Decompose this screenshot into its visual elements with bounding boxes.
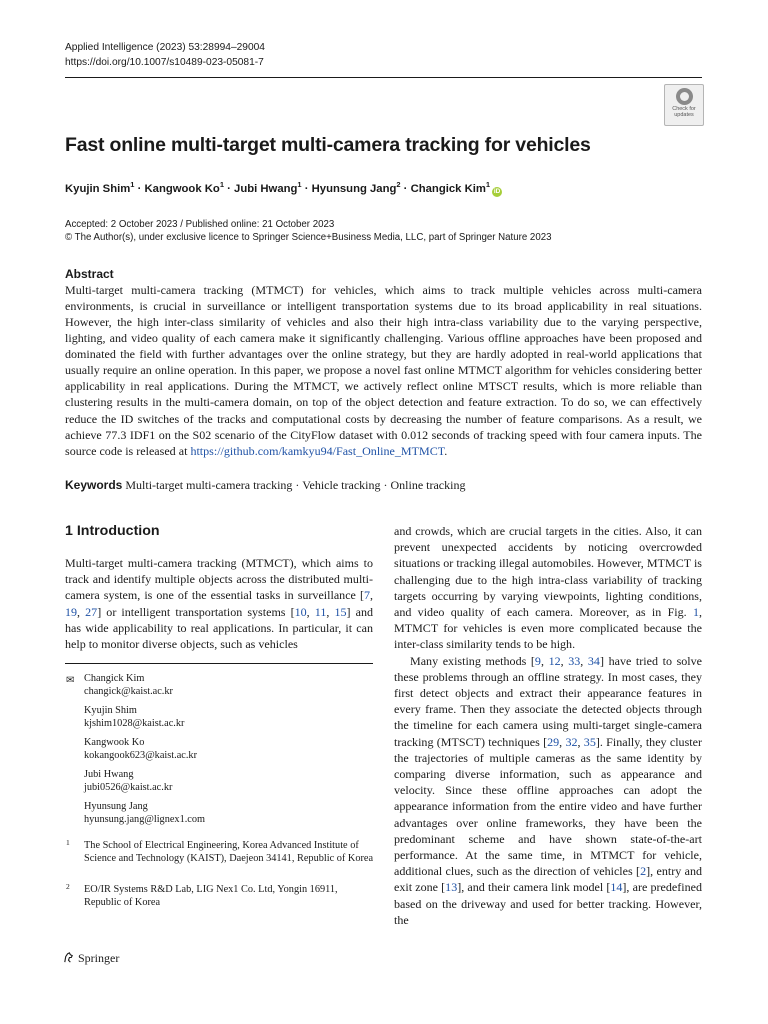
citation-link[interactable]: 34	[587, 653, 600, 668]
text-run: , MTMCT for vehicles is even more complicated because the inter-class similarity tends to be high.	[394, 605, 702, 652]
keywords-label: Keywords	[65, 478, 123, 492]
citation-link[interactable]: 9	[534, 653, 541, 668]
dates-line: Accepted: 2 October 2023 / Published online: 21 October 2023	[65, 219, 335, 230]
header-rule	[65, 77, 702, 78]
contact-entry	[84, 769, 172, 794]
contact-name: Jubi Hwang	[84, 769, 134, 780]
citation-link[interactable]: 15	[334, 604, 347, 619]
citation-link[interactable]: 7	[363, 588, 370, 603]
journal-header	[65, 40, 265, 70]
abstract-body	[65, 282, 702, 459]
author-list	[65, 180, 502, 197]
contact-entry	[84, 737, 197, 762]
citation-link[interactable]: 32	[565, 734, 578, 749]
contact-email[interactable]: kokangook623@kaist.ac.kr	[84, 749, 197, 761]
copyright-line: © The Author(s), under exclusive licence to Springer Science+Business Media, LLC, part of Springer Nature 2023	[65, 232, 552, 243]
publisher-name: Springer	[78, 951, 120, 965]
author-separator: ·	[223, 182, 235, 195]
abstract-end: .	[444, 443, 448, 458]
citation-link[interactable]: 35	[583, 734, 596, 749]
author-affiliation-mark: 1	[130, 180, 135, 189]
author-name: Kangwook Ko	[144, 182, 220, 195]
author-separator: ·	[301, 182, 312, 195]
author-name: Jubi Hwang	[234, 182, 298, 195]
citation-link[interactable]: 33	[568, 653, 581, 668]
intro-paragraph: Many existing methods [9, 12, 33, 34] have tried to solve these problems through an offline strategy. In most cases, they first detect objects and extract their appearance features in every frame. Then they associate the detected objects through the timeline for each camera using multi-target single-camera tracking (MTSCT) techniques [29, 32, 35]. Finally, they cluster the trajectories of multiple cameras as the same identity by comparing diverse information, such as appearance and velocity. Since these offline approaches can adopt the appearance information from the entire video and have further advantages over online frameworks, they have been the predominant scheme and have shown state-of-the-art performance. At the same time, in MTMCT for vehicle, additional clues, such as the direction of vehicles [2], entry and exit zone [13], and their camera link model [14], are predefined based on the driveway and used for better tracking. However, the	[394, 653, 702, 927]
citation-link[interactable]: 13	[445, 880, 458, 895]
citation-link[interactable]: 29	[547, 734, 560, 749]
doi-link[interactable]: https://doi.org/10.1007/s10489-023-05081-7	[65, 57, 264, 68]
badge-label-2: updates	[674, 112, 694, 118]
source-code-link[interactable]: https://github.com/kamkyu94/Fast_Online_MTMCT	[190, 443, 445, 458]
badge-label-1: Check for	[672, 106, 696, 112]
affiliation-number: 2	[66, 882, 70, 891]
contact-email[interactable]: hyunsung.jang@lignex1.com	[84, 813, 206, 825]
contact-entry	[84, 705, 184, 730]
text-run: and crowds, which are crucial targets in the cities. Also, it can prevent unexpected accidents by noticing overcrowded situations or tracking illegal automobiles. However, MTMCT is challenging due to the high intra-class variability of tracking targets occurring by varying viewpoints, lighting conditions, and video quality of each camera. Moreover, as in Fig.	[394, 524, 702, 620]
author-affiliation-mark: 1	[485, 180, 491, 189]
footnote-rule	[65, 663, 373, 664]
citation-link[interactable]: 10	[294, 604, 307, 619]
journal-citation: Applied Intelligence (2023) 53:28994–29004	[65, 42, 265, 53]
envelope-icon: ✉	[66, 675, 75, 686]
section-heading: 1 Introduction	[65, 523, 160, 539]
intro-right-column	[394, 523, 702, 928]
author-name: Hyunsung Jang	[311, 182, 397, 195]
author-separator: ·	[134, 182, 145, 195]
citation-link[interactable]: 27	[85, 604, 98, 619]
check-updates-icon	[676, 88, 693, 105]
keywords-text: Multi-target multi-camera tracking · Vehicle tracking · Online tracking	[125, 478, 466, 492]
contact-name: Kyujin Shim	[84, 705, 137, 716]
text-run: ], entry and exit zone [	[394, 864, 702, 895]
author-affiliation-mark: 2	[396, 180, 401, 189]
orcid-icon[interactable]: iD	[493, 187, 501, 195]
text-run: Many existing methods [	[410, 653, 535, 668]
affiliation-number: 1	[66, 838, 70, 847]
text-run: ] have tried to solve these problems through an offline strategy. In most cases, they first detect objects and extract their appearance features in every frame. Then they associate the detected objects through the timeline for each camera using multi-target single-camera tracking (MTSCT) techniques [	[394, 653, 702, 749]
page-footer	[62, 951, 119, 966]
abstract-text: Multi-target multi-camera tracking (MTMCT) for vehicles, which aims to track multiple vehicles across multi-camera environments, is crucial in surveillance or intelligent transportation systems due to its broad applicability in real situations. However, the high inter-class similarity of vehicles and also their high intra-class variability due to the varying perspective, lighting, and video quality of each camera make it significantly challenging. Various offline approaches have been proposed and dominated the field with further advantages over the online strategy, but they are hardly adopted in real-world applications that usually require an online operation. In this paper, we propose a novel fast online MTMCT algorithm for vehicles considering better applicability in real applications. During the MTMCT, we actively reflect online MTSCT results, which is more reliable than clustering results in the multi-camera domain, on top of the object detection and feature extraction. To do so, we can effectively reduce the ID switches of the tracks and computational costs by decreasing the number of feature comparisons. As a result, we achieve 77.3 IDF1 on the S02 scenario of the CityFlow dataset with 0.012 seconds of tracking speed with four camera inputs. The source code is released at	[65, 283, 702, 458]
author-separator: ·	[400, 182, 411, 195]
check-for-updates-badge[interactable]	[664, 84, 704, 126]
contact-email[interactable]: jubi0526@kaist.ac.kr	[84, 781, 173, 793]
figure-link[interactable]: 1	[692, 605, 699, 620]
springer-horse-icon	[62, 951, 75, 964]
intro-paragraph: Multi-target multi-camera tracking (MTMCT), which aims to track and identify multiple objects across the distributed multi-camera system, is one of the essential tasks in surveillance [7, 19, 27] or intelligent transportation systems [10, 11, 15] and has wide applicability to real applications. In particular, it can help to monitor diverse objects, such as vehicles	[65, 556, 374, 652]
text-run: Multi-target multi-camera tracking (MTMCT), which aims to track and identify multiple objects across the distributed multi-camera system, is one of the essential tasks in surveillance [	[65, 556, 373, 603]
text-run: ]. Finally, they cluster the trajectories of multiple cameras as the same identity by comparing diverse information, such as appearance and velocity. Since these offline approaches can adopt the appearance information from the entire video and have further advantages over online frameworks, they have been the predominant scheme and have shown state-of-the-art performance. At the same time, in MTMCT for vehicle, additional clues, such as the direction of vehicles [	[394, 734, 702, 879]
affiliation-text: EO/IR Systems R&D Lab, LIG Nex1 Co. Ltd, Yongin 16911, Republic of Korea	[84, 884, 338, 908]
text-run: ], are predefined based on the driveway and used for better tracking. However, the	[394, 880, 702, 927]
author-name: Changick Kim	[410, 182, 486, 195]
citation-link[interactable]: 14	[610, 880, 623, 895]
intro-paragraph	[394, 523, 702, 653]
affiliation-text: The School of Electrical Engineering, Korea Advanced Institute of Science and Technology (KAIST), Daejeon 34141, Republic of Korea	[84, 840, 374, 864]
citation-link[interactable]: 12	[548, 653, 561, 668]
contact-name: Kangwook Ko	[84, 737, 145, 748]
contact-name: Hyunsung Jang	[84, 801, 148, 812]
contact-email[interactable]: kjshim1028@kaist.ac.kr	[84, 717, 185, 729]
paper-title: Fast online multi-target multi-camera tracking for vehicles	[65, 134, 591, 156]
contact-name: Changick Kim	[84, 673, 145, 684]
citation-link[interactable]: 19	[65, 604, 78, 619]
publication-dates	[65, 218, 551, 244]
abstract-heading: Abstract	[65, 267, 114, 281]
contact-email[interactable]: changick@kaist.ac.kr	[84, 685, 173, 697]
contact-entry	[84, 673, 173, 698]
author-affiliation-mark: 1	[297, 180, 302, 189]
contact-entry	[84, 801, 205, 826]
text-run: ] or intelligent transportation systems [	[97, 604, 295, 619]
text-run: ], and their camera link model [	[457, 880, 611, 895]
text-run: ] and has wide applicability to real applications. In particular, it can help to monitor diverse objects, such as vehicles	[65, 604, 374, 652]
author-affiliation-mark: 1	[219, 180, 224, 189]
citation-link[interactable]: 11	[314, 604, 327, 619]
keywords-line	[65, 478, 465, 493]
author-name: Kyujin Shim	[65, 182, 131, 195]
intro-left-column	[65, 555, 373, 652]
citation-link[interactable]: 2	[640, 864, 647, 879]
